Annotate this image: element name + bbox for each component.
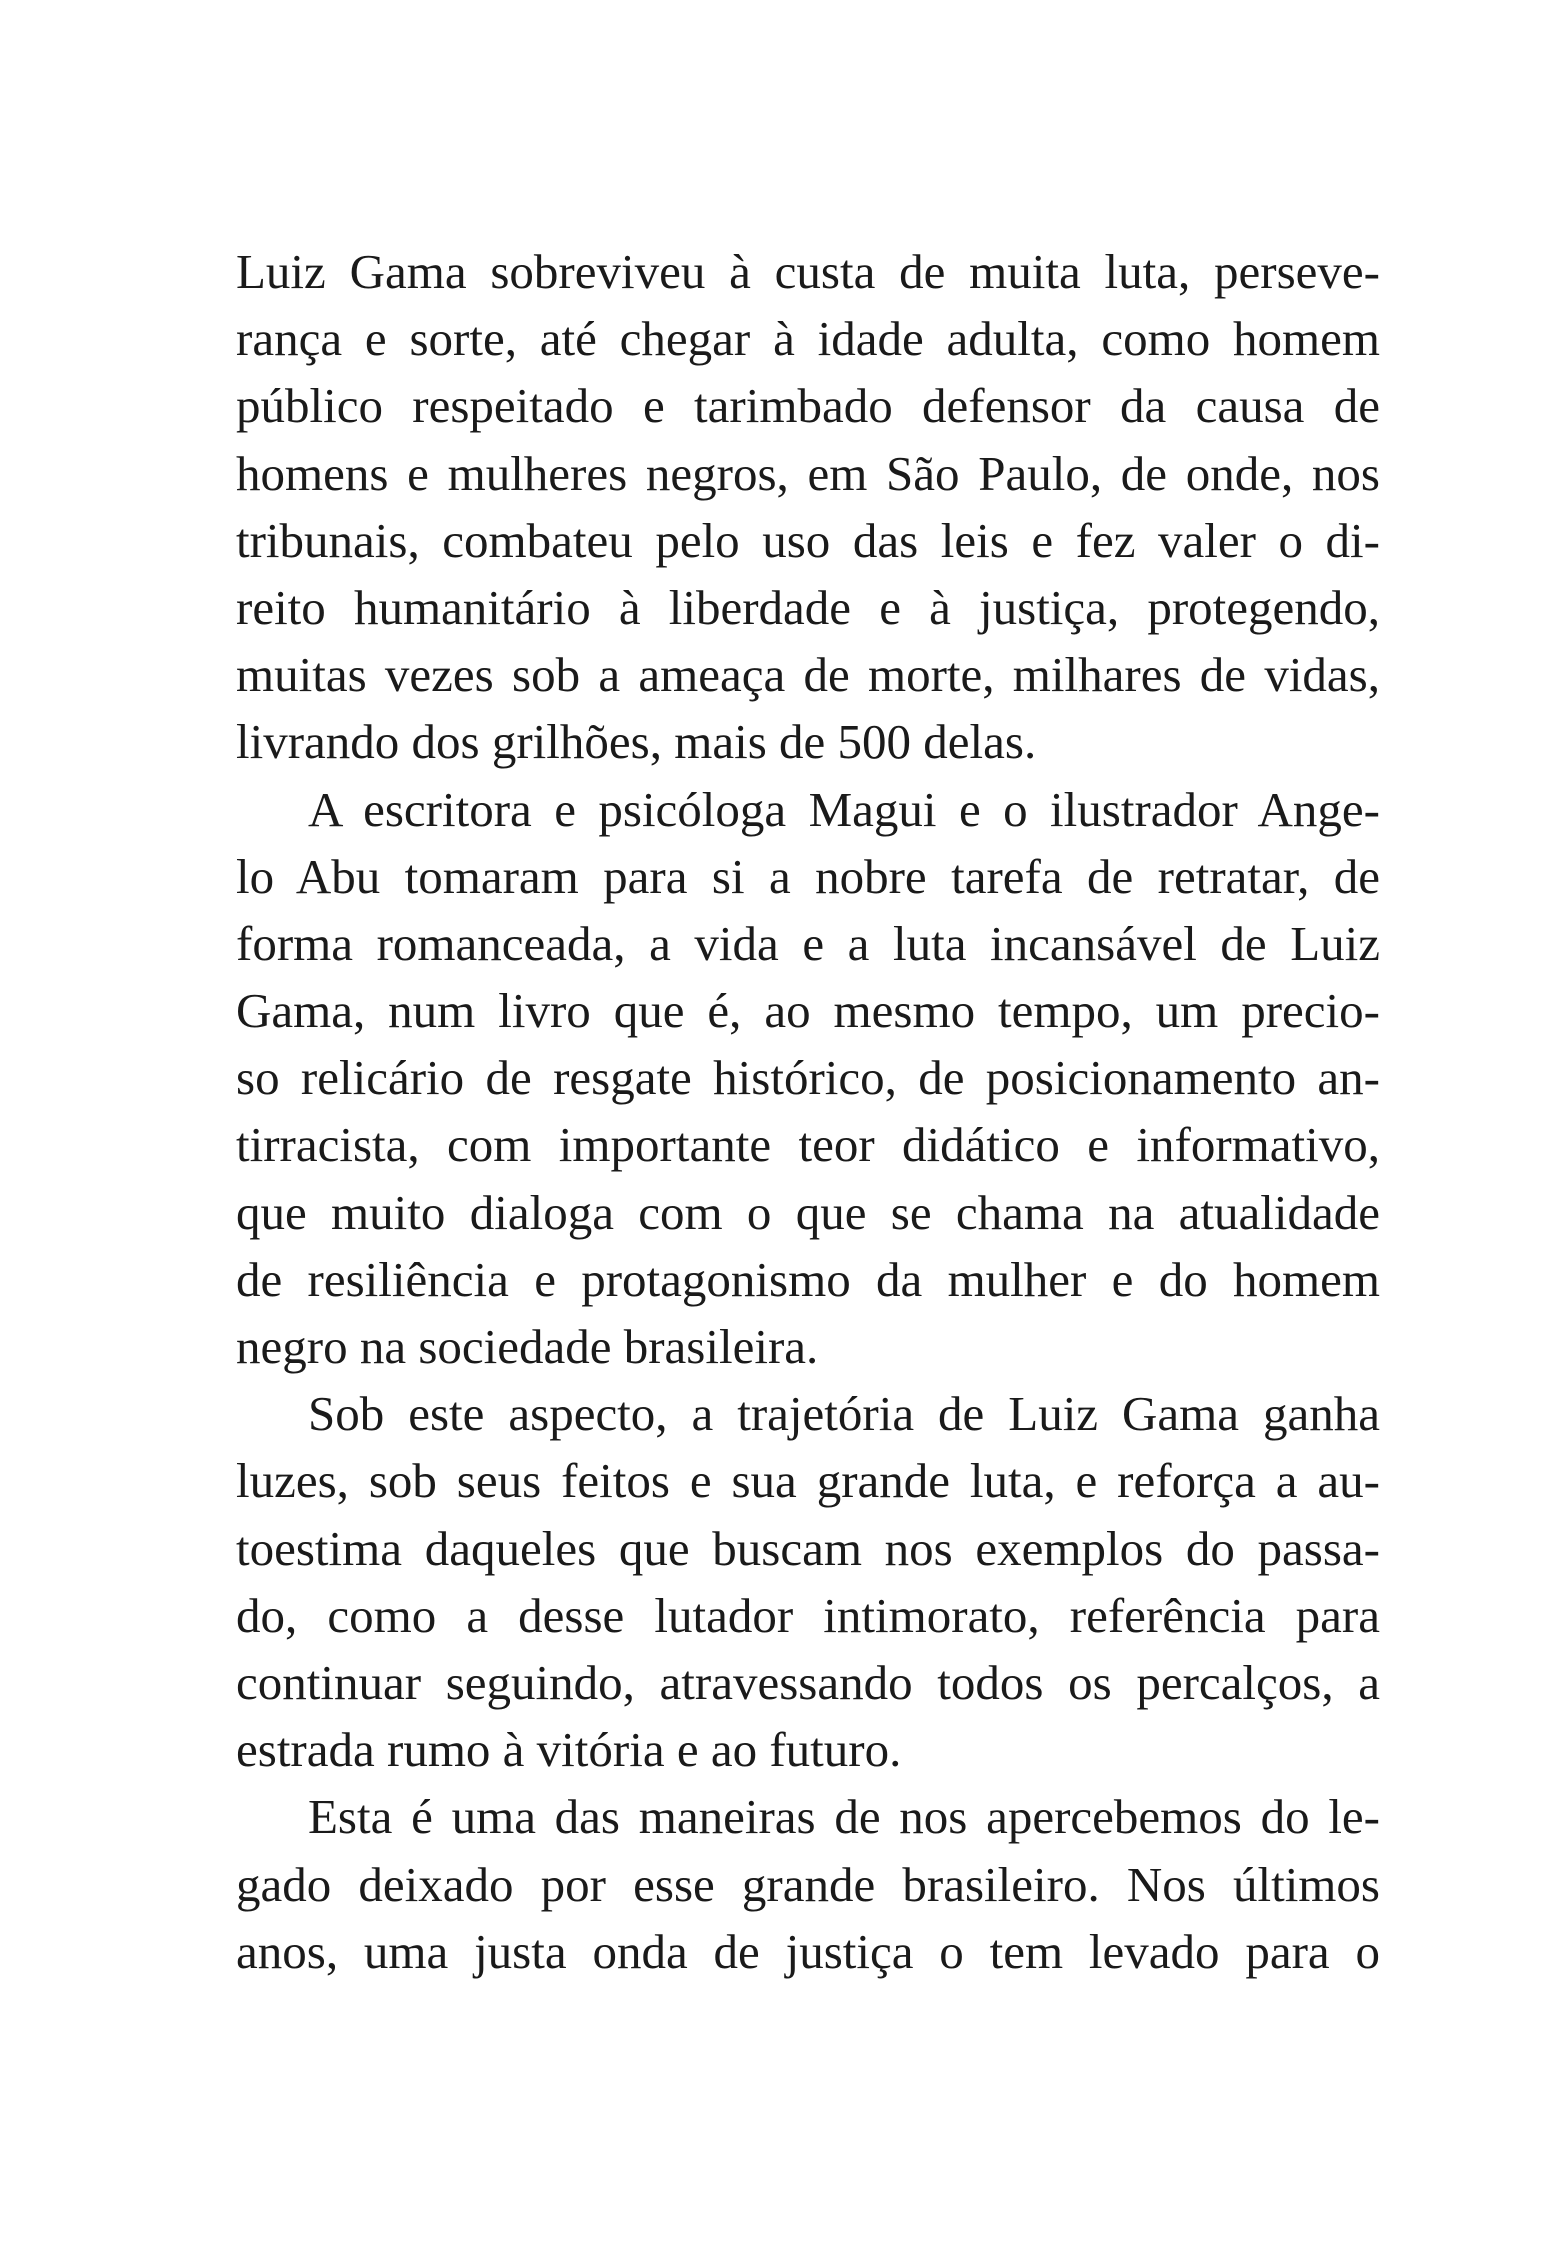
text-line: muitas vezes sob a ameaça de morte, milhares de vidas, [236,647,1380,703]
text-line: Luiz Gama sobreviveu à custa de muita luta, perseve- [236,244,1380,299]
text-line: estrada rumo à vitória e ao futuro. [236,1722,902,1778]
text-line: A escritora e psicóloga Magui e o ilustrador Ange- [308,781,1380,837]
text-line: Esta é uma das maneiras de nos apercebemos do le- [308,1789,1380,1845]
text-line: toestima daqueles que buscam nos exemplos do passa- [236,1520,1380,1576]
text-line: negro na sociedade brasileira. [236,1319,819,1374]
paragraph-4 [236,1783,1380,1985]
paragraph-3 [236,1380,1380,1783]
page-body [236,238,1380,1985]
text-line: forma romanceada, a vida e a luta incansável de Luiz [236,915,1380,971]
text-line: tirracista, com importante teor didático e informativo, [236,1117,1380,1173]
text-line: que muito dialoga com o que se chama na atualidade [236,1184,1380,1240]
text-line: lo Abu tomaram para si a nobre tarefa de retratar, de [236,848,1380,904]
text-line: público respeitado e tarimbado defensor da causa de [236,378,1380,434]
text-line: reito humanitário à liberdade e à justiça, protegendo, [236,579,1380,635]
paragraph-1 [236,238,1380,776]
text-line: homens e mulheres negros, em São Paulo, de onde, nos [236,445,1380,501]
text-line: gado deixado por esse grande brasileiro. Nos últimos [236,1856,1380,1912]
text-line: so relicário de resgate histórico, de posicionamento an- [236,1050,1380,1106]
text-line: rança e sorte, até chegar à idade adulta, como homem [236,311,1380,367]
text-line: tribunais, combateu pelo uso das leis e fez valer o di- [236,512,1380,568]
text-line: Gama, num livro que é, ao mesmo tempo, um precio- [236,983,1380,1039]
text-line: do, como a desse lutador intimorato, referência para [236,1587,1380,1643]
text-line: luzes, sob seus feitos e sua grande luta, e reforça a au- [236,1453,1380,1509]
text-line: continuar seguindo, atravessando todos os percalços, a [236,1654,1380,1710]
text-line: livrando dos grilhões, mais de 500 delas. [236,714,1037,770]
text-line: anos, uma justa onda de justiça o tem levado para o [236,1923,1380,1979]
text-line: Sob este aspecto, a trajetória de Luiz Gama ganha [308,1386,1380,1442]
paragraph-2 [236,776,1380,1381]
text-line: de resiliência e protagonismo da mulher e do homem [236,1251,1380,1307]
